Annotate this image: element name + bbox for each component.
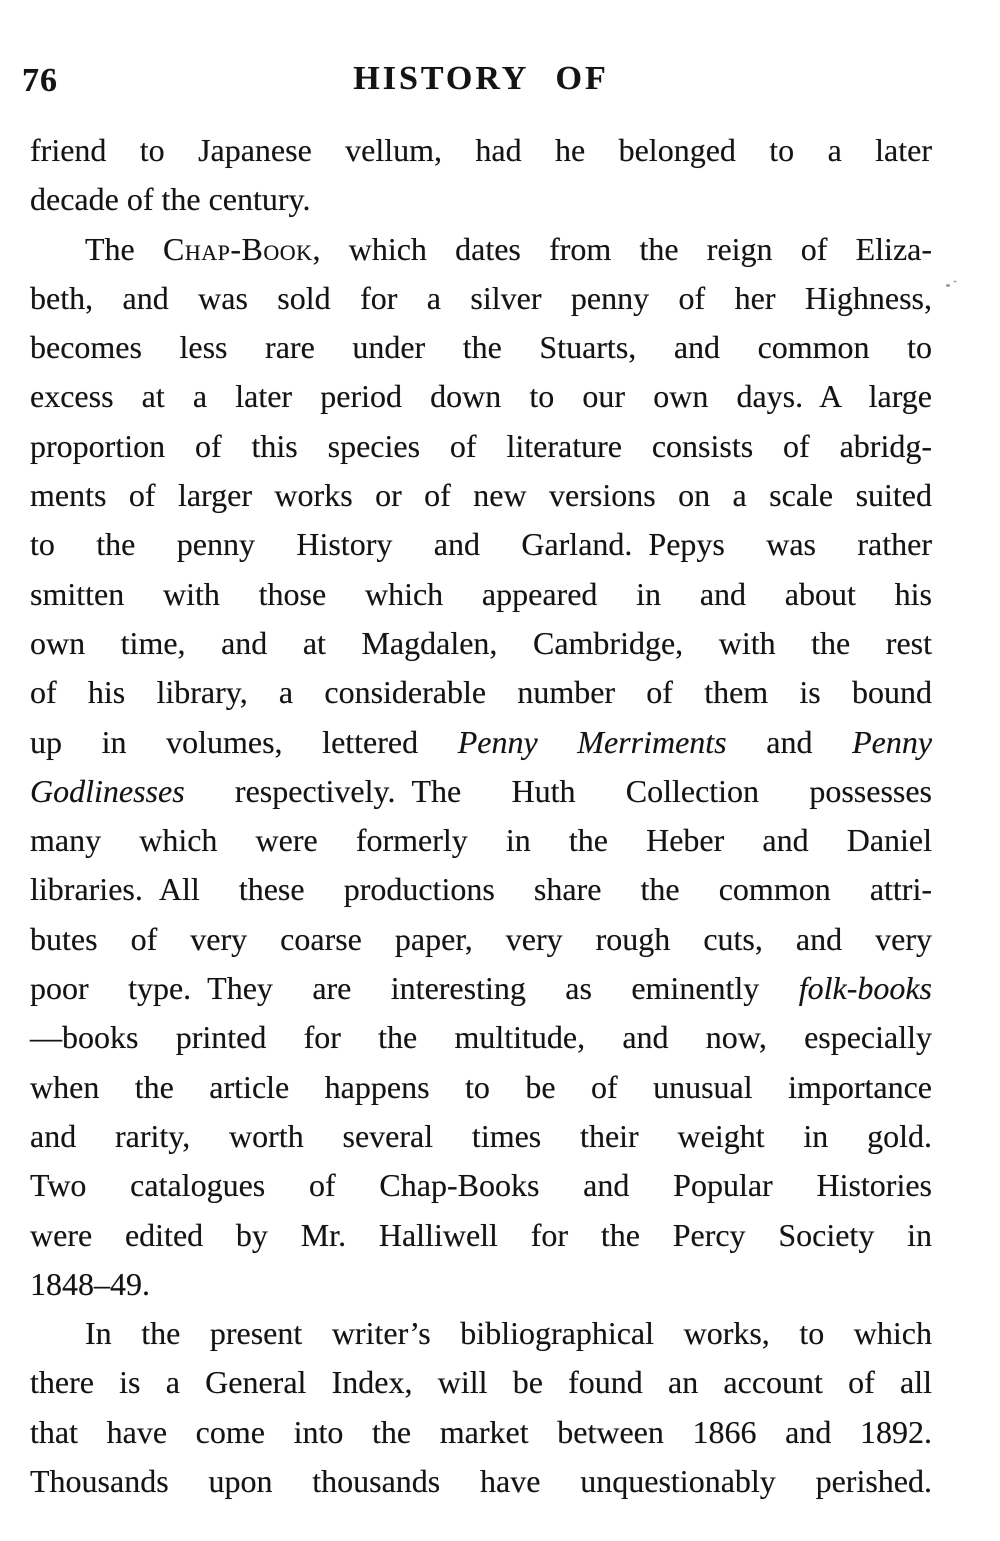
text-line xyxy=(30,1161,932,1210)
text-segment: libraries. All these productions share the common attri- xyxy=(30,871,932,908)
text-segment: poor type. They are interesting as eminently xyxy=(30,970,799,1007)
text-line xyxy=(30,323,932,372)
text-line xyxy=(30,1013,932,1062)
text-segment: and xyxy=(726,723,853,760)
text-line xyxy=(30,915,932,964)
text-segment: to the penny History and Garland. Pepys was rather xyxy=(30,526,932,563)
text-segment: respectively. The Huth Collection possesses xyxy=(184,772,932,809)
text-segment: beth, and was sold for a silver penny of her Highness, xyxy=(30,279,932,316)
text-segment: —books printed for the multitude, and now, especially xyxy=(30,1019,932,1056)
text-segment: excess at a later period down to our own days. A large xyxy=(30,378,932,415)
text-segment-italic: Penny xyxy=(852,723,933,760)
text-segment: butes of very coarse paper, very rough cuts, and very xyxy=(30,920,932,957)
text-line xyxy=(30,520,932,569)
text-line xyxy=(30,1112,932,1161)
page-number: 76 xyxy=(22,62,58,99)
text-segment: smitten with those which appeared in and about his xyxy=(30,575,932,612)
text-line xyxy=(30,372,932,421)
text-segment-italic: Godlinesses xyxy=(30,772,185,809)
text-segment: proportion of this species of literature consists of abridg- xyxy=(30,427,932,464)
text-segment: many which were formerly in the Heber and Daniel xyxy=(30,822,932,859)
text-line xyxy=(30,175,932,224)
text-line xyxy=(30,1260,932,1309)
text-line xyxy=(30,668,932,717)
text-segment: up in volumes, lettered xyxy=(30,723,458,760)
text-segment: 1848–49. xyxy=(30,1265,150,1302)
text-segment-italic: Penny Merriments xyxy=(457,723,727,760)
text-segment: Thousands upon thousands have unquestionably perished. xyxy=(30,1463,932,1500)
text-segment: decade of the century. xyxy=(30,181,311,218)
text-line xyxy=(30,1408,932,1457)
running-title: HISTORY OF xyxy=(353,60,609,97)
text-segment: ments of larger works or of new versions on a scale suited xyxy=(30,477,932,514)
scan-artifact-speck xyxy=(946,284,950,287)
text-line xyxy=(30,126,932,175)
text-line xyxy=(30,619,932,668)
text-segment: Two catalogues of Chap-Books and Popular Histories xyxy=(30,1167,932,1204)
text-segment: own time, and at Magdalen, Cambridge, with the rest xyxy=(30,624,932,661)
text-segment-smallcaps: Chap-Book xyxy=(162,230,313,267)
text-line xyxy=(30,1211,932,1260)
text-line xyxy=(30,865,932,914)
text-segment: The xyxy=(85,230,163,267)
text-line xyxy=(30,422,932,471)
text-segment: In the present writer’s bibliographical works, to which xyxy=(85,1315,932,1352)
text-segment: friend to Japanese vellum, had he belonged to a later xyxy=(30,132,932,168)
text-line xyxy=(30,718,932,767)
page-header xyxy=(0,60,962,104)
text-line xyxy=(30,274,932,323)
text-segment: and rarity, worth several times their weight in gold. xyxy=(30,1117,932,1154)
text-segment: , which dates from the reign of Eliza- xyxy=(312,230,933,267)
text-line xyxy=(30,471,932,520)
text-segment: there is a General Index, will be found an account of all xyxy=(30,1364,932,1401)
body-text xyxy=(30,126,932,1506)
text-segment: when the article happens to be of unusual importance xyxy=(30,1068,932,1105)
text-line xyxy=(30,1309,932,1358)
text-segment: of his library, a considerable number of them is bound xyxy=(30,674,932,711)
text-segment: were edited by Mr. Halliwell for the Percy Society in xyxy=(30,1216,932,1253)
text-segment: that have come into the market between 1866 and 1892. xyxy=(30,1413,932,1450)
text-line xyxy=(30,225,932,274)
text-segment: becomes less rare under the Stuarts, and common to xyxy=(30,329,932,366)
text-line xyxy=(30,1358,932,1407)
text-line xyxy=(30,964,932,1013)
text-line xyxy=(30,816,932,865)
text-line xyxy=(30,1063,932,1112)
text-line xyxy=(30,767,932,816)
text-line xyxy=(30,570,932,619)
text-line xyxy=(30,1457,932,1506)
text-segment-italic: folk-books xyxy=(798,970,932,1007)
